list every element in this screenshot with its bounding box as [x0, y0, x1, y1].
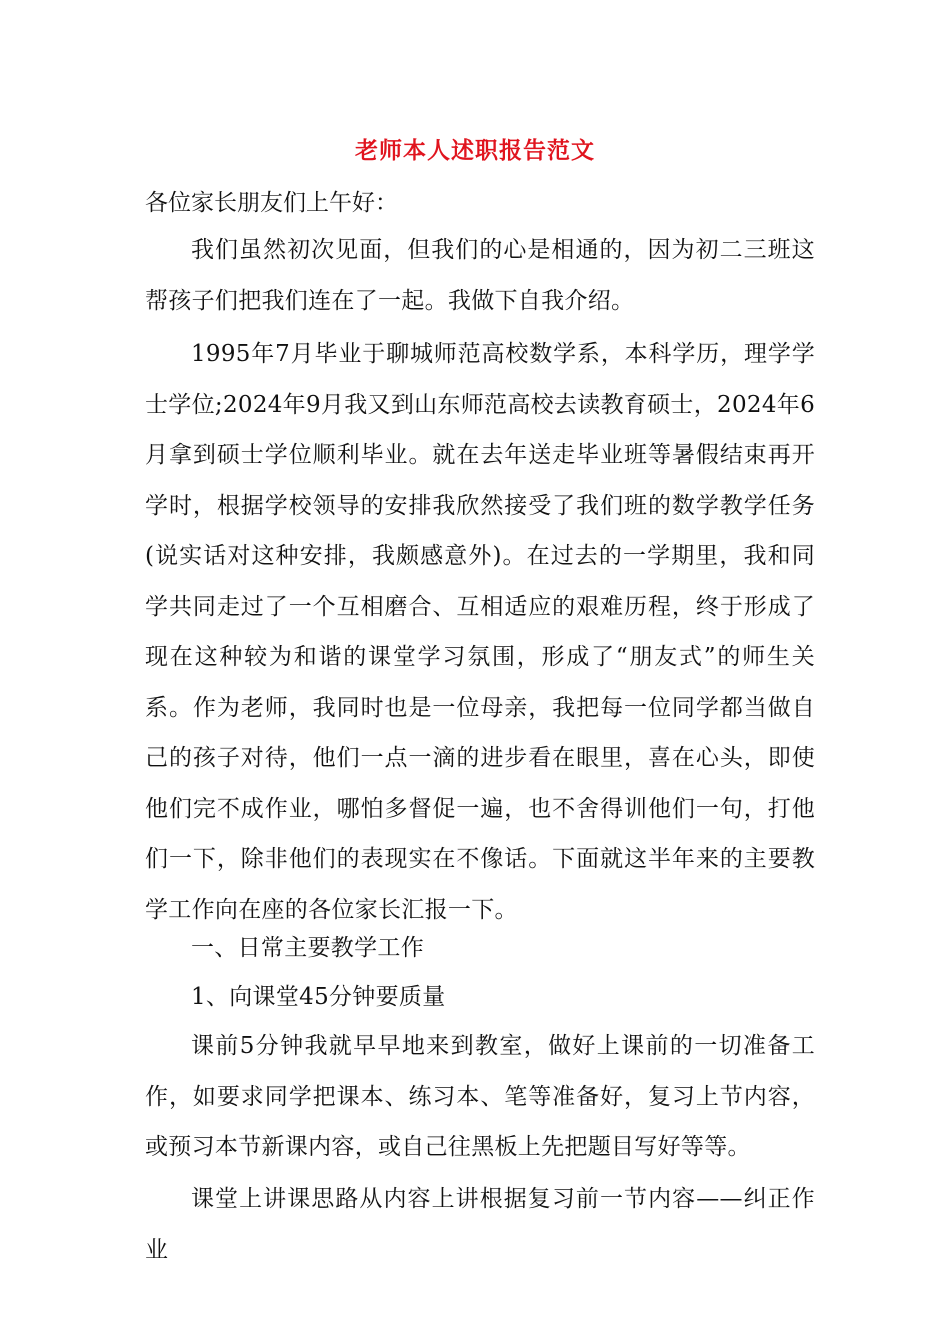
subsection-heading: 1、向课堂45分钟要质量: [191, 984, 446, 1010]
document-title: 老师本人述职报告范文: [355, 137, 595, 164]
paragraph-classroom: 课堂上讲课思路从内容上讲根据复习前一节内容——纠正作业: [145, 1186, 815, 1263]
paragraph-background: 1995年7月毕业于聊城师范高校数学系，本科学历，理学学士学位;2024年9月我又到山东师范高校去读教育硕士，2024年6月拿到硕士学位顺利毕业。就在去年送走毕业班等暑假结束再开学时，根据学校领导的安排我欣然接受了我们班的数学教学任务(说实话对这种安排，我颇感意外)。在过去的一学期里，我和同学共同走过了一个互相磨合、互相适应的艰难历程，终于形成了现在这种较为和谐的课堂学习氛围，形成了“朋友式”的师生关系。作为老师，我同时也是一位母亲，我把每一位同学都当做自己的孩子对待，他们一点一滴的进步看在眼里，喜在心头，即使他们完不成作业，哪怕多督促一遍，也不舍得训他们一句，打他们一下，除非他们的表现实在不像话。下面就这半年来的主要教学工作向在座的各位家长汇报一下。: [145, 341, 815, 923]
greeting-line: 各位家长朋友们上午好：: [145, 190, 398, 216]
paragraph-introduction: 我们虽然初次见面，但我们的心是相通的，因为初二三班这帮孩子们把我们连在了一起。我做下自我介绍。: [145, 237, 815, 314]
paragraph-preparation: 课前5分钟我就早早地来到教室，做好上课前的一切准备工作，如要求同学把课本、练习本、笔等准备好，复习上节内容，或预习本节新课内容，或自己往黑板上先把题目写好等等。: [145, 1033, 815, 1160]
section-heading: 一、日常主要教学工作: [191, 935, 424, 961]
